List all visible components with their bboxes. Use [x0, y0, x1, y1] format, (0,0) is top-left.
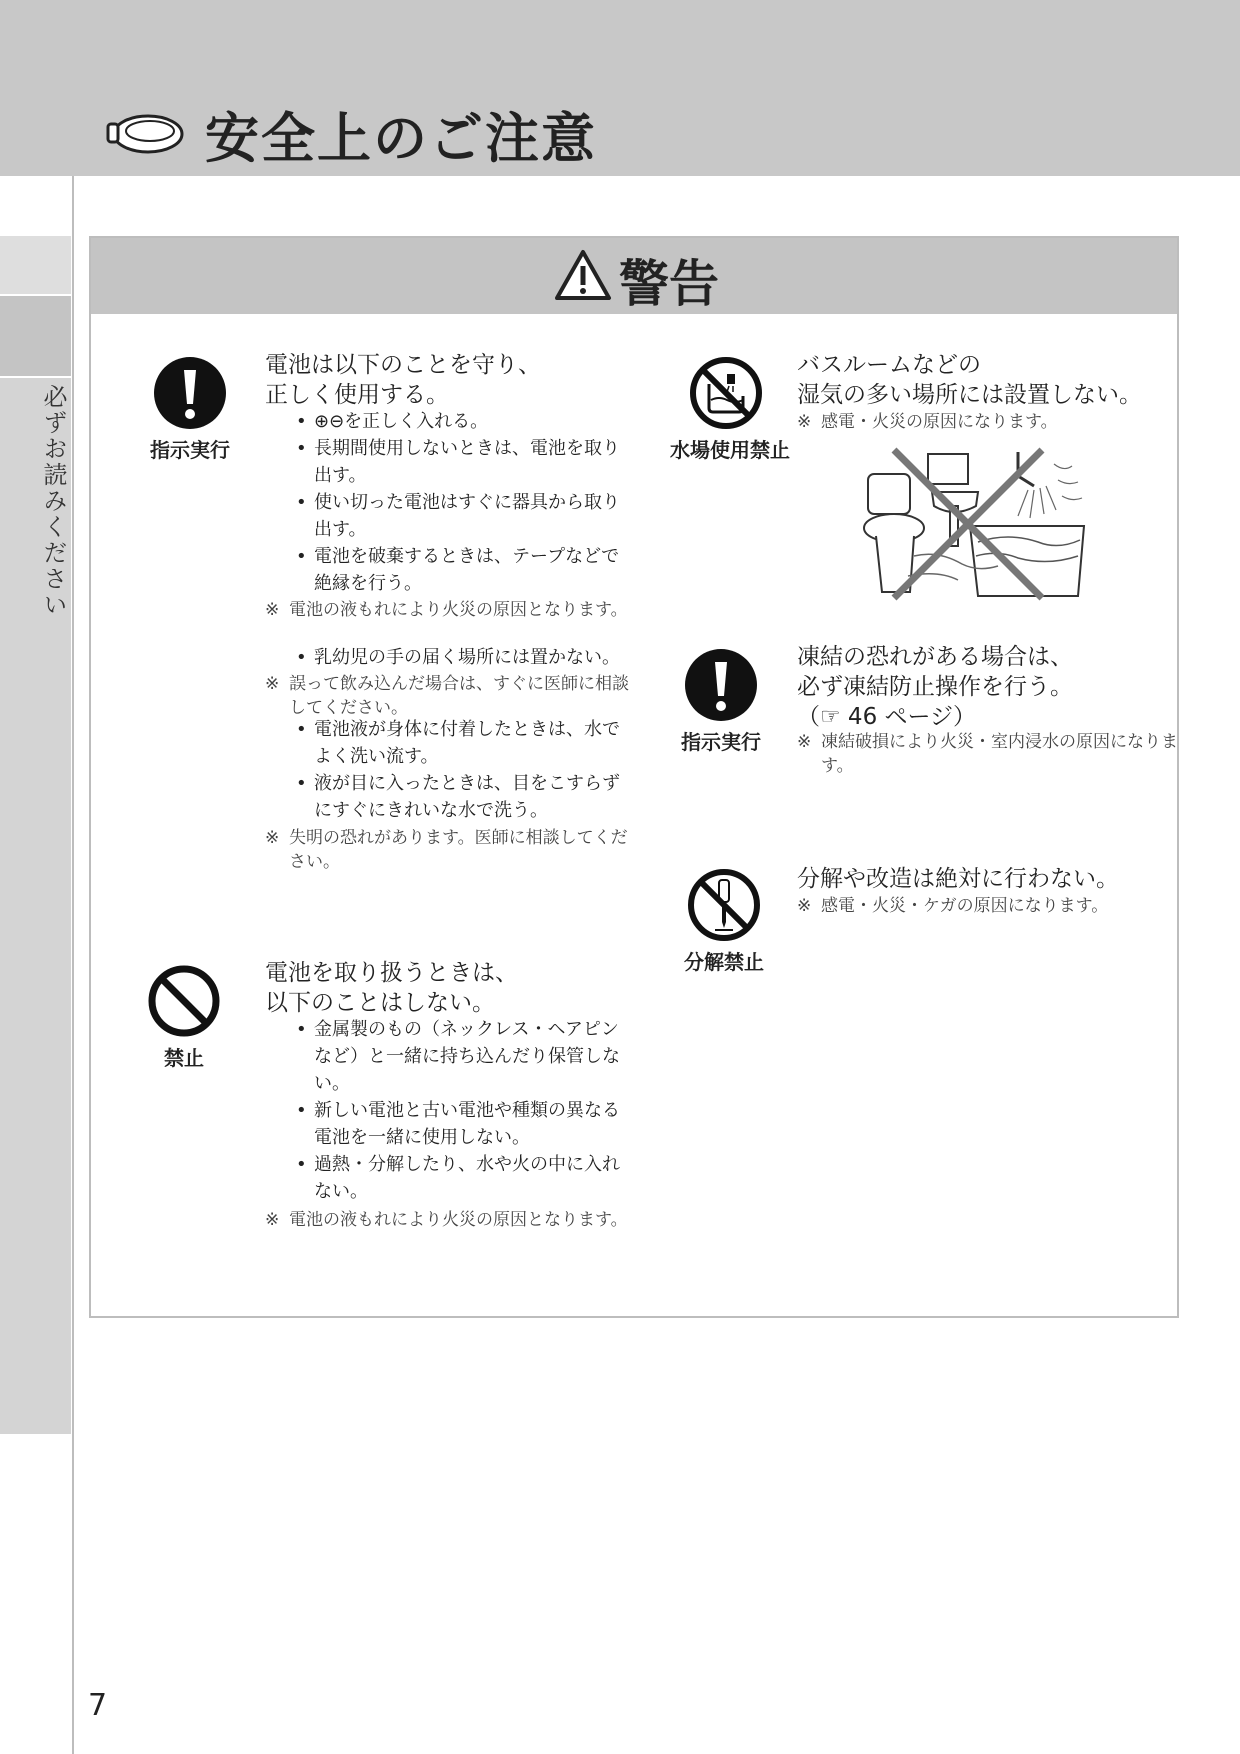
- header-band: [0, 0, 1240, 176]
- battery-use-bullets: [292, 408, 622, 597]
- side-label: 必ずお読みください: [39, 384, 67, 618]
- list-item: • 新しい電池と古い電池や種類の異なる電池を一緒に使用しない。: [292, 1097, 622, 1151]
- note-text: 電池の液もれにより火災の原因となります。: [289, 1210, 628, 1230]
- note-text: 感電・火災の原因になります。: [821, 412, 1058, 432]
- humidity-title: [797, 350, 1142, 410]
- note-mark: ※: [265, 600, 280, 620]
- note-text: 失明の恐れがあります。医師に相談してください。: [289, 828, 628, 872]
- battery-use-note2: [265, 672, 639, 720]
- no-disassembly-icon: [687, 868, 761, 942]
- battery-use-note1: [265, 598, 639, 622]
- list-item: • 電池液が身体に付着したときは、水でよく洗い流す。: [292, 716, 622, 770]
- bathroom-crossed-out-icon: [858, 446, 1086, 602]
- list-item: • ⊕⊖を正しく入れる。: [292, 408, 622, 435]
- battery-handling-bullets: [292, 1016, 622, 1205]
- title-line: 湿気の多い場所には設置しない。: [797, 382, 1142, 408]
- title-line: 必ず凍結防止操作を行う。: [797, 674, 1073, 700]
- title-line: 正しく使用する。: [265, 382, 449, 408]
- note-mark: ※: [797, 732, 812, 752]
- list-item: • 過熱・分解したり、水や火の中に入れない。: [292, 1151, 622, 1205]
- list-item: • 乳幼児の手の届く場所には置かない。: [292, 644, 632, 671]
- toilet-seat-icon: [104, 104, 184, 160]
- side-tab: [0, 236, 71, 294]
- list-item: • 金属製のもの（ネックレス・ヘアピンなど）と一緒に持ち込んだり保管しない。: [292, 1016, 622, 1097]
- note-mark: ※: [797, 896, 812, 916]
- battery-handling-symbol: [134, 964, 234, 1071]
- disassembly-symbol: [672, 868, 776, 975]
- list-item: • 電池を破棄するときは、テープなどで絶縁を行う。: [292, 543, 622, 597]
- prohibited-icon: [147, 964, 221, 1038]
- list-item: • 使い切った電池はすぐに器具から取り出す。: [292, 489, 622, 543]
- battery-use-bullets2: [292, 716, 622, 824]
- battery-handling-title: [265, 958, 518, 1018]
- side-tab-active: [0, 296, 71, 376]
- battery-use-title: [265, 350, 541, 410]
- symbol-label: 指示実行: [150, 438, 230, 462]
- symbol-label: 分解禁止: [684, 950, 764, 974]
- battery-use-symbol: [140, 356, 240, 463]
- note-text: 凍結破損により火災・室内浸水の原因になります。: [821, 732, 1178, 776]
- note-mark: ※: [265, 674, 280, 694]
- page-title: 安全上のご注意: [205, 107, 597, 170]
- note-text: 誤って飲み込んだ場合は、すぐに医師に相談してください。: [289, 674, 629, 718]
- freeze-symbol: [668, 648, 774, 755]
- symbol-label: 指示実行: [681, 730, 761, 754]
- mandatory-action-icon: [153, 356, 227, 430]
- list-item: • 長期間使用しないときは、電池を取り出す。: [292, 435, 622, 489]
- disassembly-title: 分解や改造は絶対に行わない。: [797, 866, 1119, 892]
- page-number: 7: [88, 1688, 108, 1723]
- note-text: 感電・火災・ケガの原因になります。: [821, 896, 1109, 916]
- side-rule: [72, 176, 74, 1754]
- title-line: （☞ 46 ページ）: [797, 704, 977, 730]
- battery-handling-note: [265, 1208, 639, 1232]
- battery-use-bullet-child: [292, 644, 632, 671]
- title-line: 以下のことはしない。: [265, 990, 495, 1016]
- freeze-title: [797, 642, 1073, 732]
- symbol-label: 禁止: [164, 1046, 204, 1070]
- title-line: 凍結の恐れがある場合は、: [797, 644, 1073, 670]
- no-wet-area-icon: [689, 356, 763, 430]
- disassembly-note: [797, 894, 1181, 918]
- note-mark: ※: [265, 1210, 280, 1230]
- warning-title: 警告: [619, 255, 719, 313]
- mandatory-action-icon: [684, 648, 758, 722]
- battery-use-note3: [265, 826, 639, 874]
- note-mark: ※: [265, 828, 280, 848]
- note-text: 電池の液もれにより火災の原因となります。: [289, 600, 628, 620]
- title-line: バスルームなどの: [797, 352, 981, 378]
- title-line: 電池は以下のことを守り、: [265, 352, 541, 378]
- freeze-note: [797, 730, 1181, 778]
- humidity-symbol: [670, 356, 790, 463]
- humidity-note: [797, 410, 1181, 434]
- warning-triangle-icon: [553, 248, 613, 302]
- list-item: • 液が目に入ったときは、目をこすらずにすぐにきれいな水で洗う。: [292, 770, 622, 824]
- symbol-label: 水場使用禁止: [670, 438, 790, 462]
- title-line: 電池を取り扱うときは、: [265, 960, 518, 986]
- note-mark: ※: [797, 412, 812, 432]
